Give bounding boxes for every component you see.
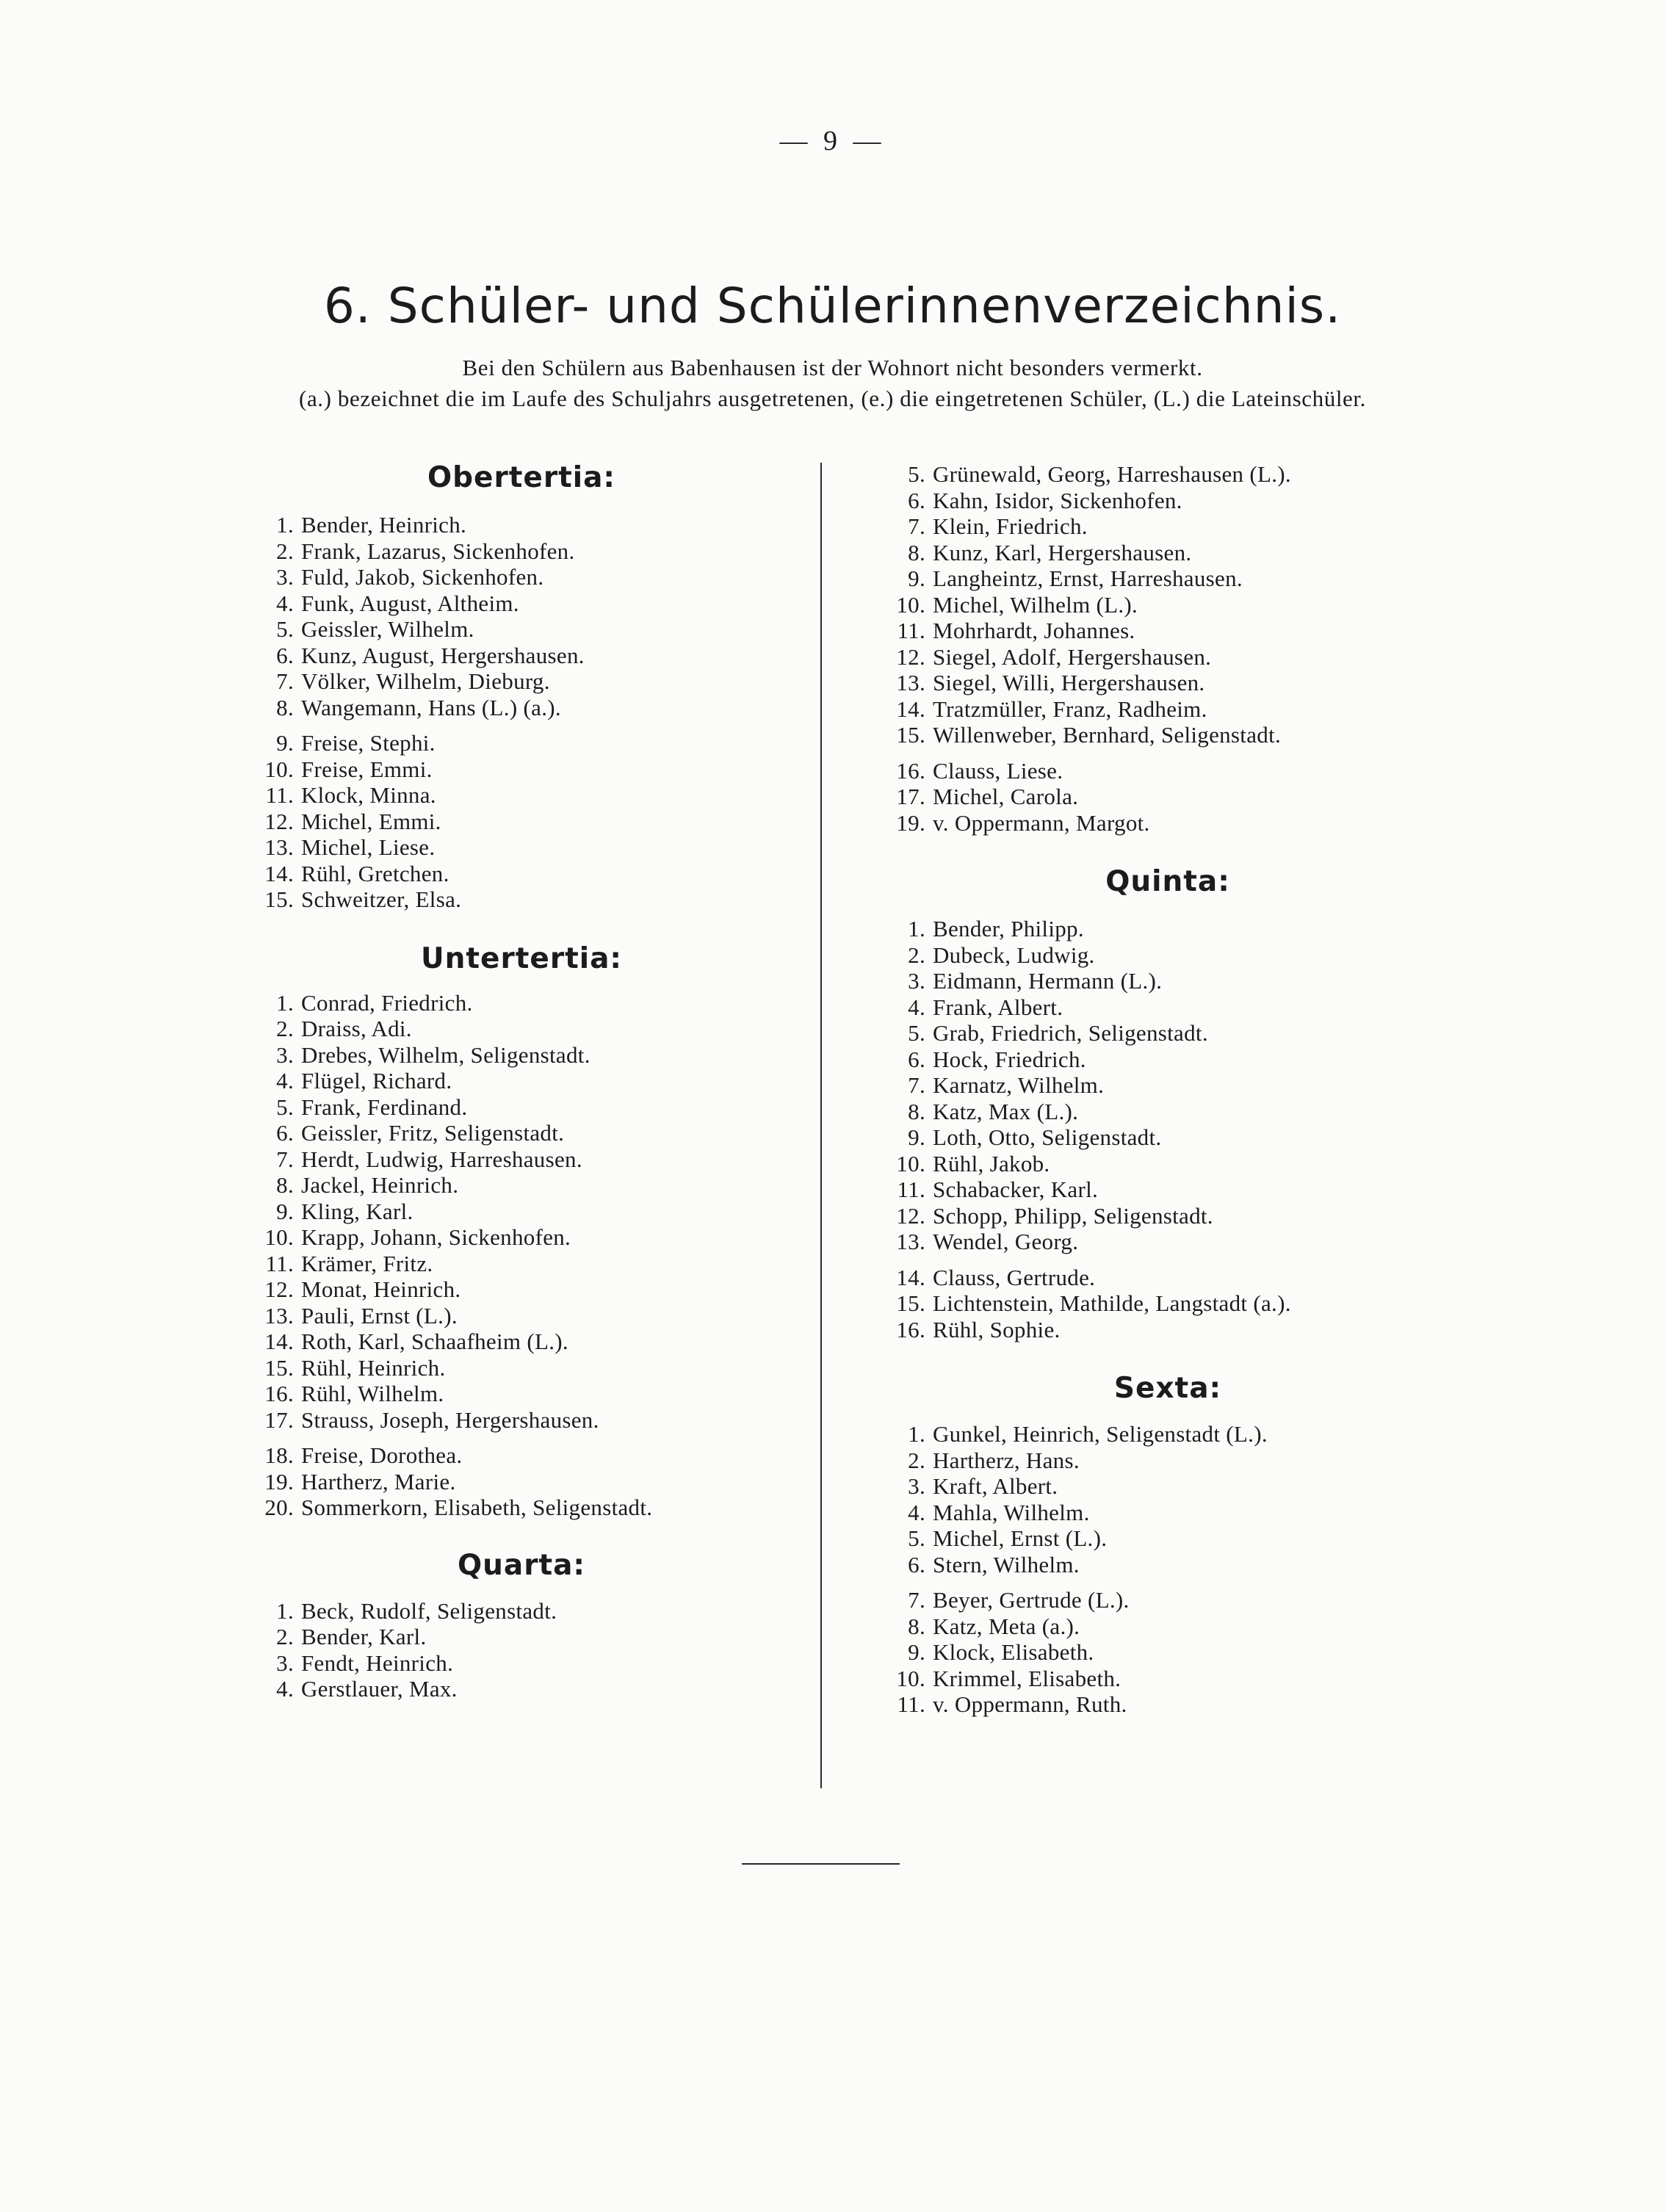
student-entry [250,512,793,538]
section-quarta-continued [881,461,1454,836]
entry-number: 17. [896,784,925,809]
student-entry [250,1676,793,1702]
section-sexta [881,1372,1454,1718]
student-entry [250,668,793,695]
student-entry [250,834,793,861]
entry-name: Michel, Liese. [301,834,436,860]
entry-number: 9. [908,1124,925,1150]
entry-name: v. Oppermann, Ruth. [933,1691,1127,1717]
entry-name: Frank, Lazarus, Sickenhofen. [301,538,575,564]
entry-name: Kunz, Karl, Hergershausen. [933,539,1192,565]
entry-number: 14. [264,1329,294,1354]
student-entry [881,916,1454,942]
entry-number: 10. [896,591,925,618]
entry-name: Hock, Friedrich. [933,1046,1086,1072]
entry-name: Fendt, Heinrich. [301,1649,454,1676]
entry-name: Drebes, Wilhelm, Seligenstadt. [301,1041,590,1068]
end-rule [742,1863,900,1865]
student-entry [250,1146,793,1173]
entry-number: 6. [908,1551,925,1577]
entry-number: 2. [276,1624,294,1649]
student-entry [250,616,793,643]
student-entry [881,1473,1454,1500]
entry-name: Monat, Heinrich. [301,1276,461,1302]
entry-name: Rühl, Heinrich. [301,1354,446,1381]
student-entry [250,1016,793,1042]
student-entry [881,1447,1454,1474]
student-list [881,1421,1454,1718]
entry-name: Grab, Friedrich, Seligenstadt. [933,1020,1208,1046]
student-entry [250,643,793,669]
entry-number: 5. [908,1020,925,1046]
entry-number: 9. [276,1198,294,1224]
entry-number: 13. [264,1302,294,1329]
entry-number: 13. [896,1229,925,1254]
entry-name: Eidmann, Hermann (L.). [933,968,1163,994]
entry-number: 1. [276,1597,294,1624]
student-entry [881,968,1454,994]
student-entry [881,1317,1454,1343]
student-entry [250,809,793,835]
student-list [250,1598,793,1702]
left-column [250,461,793,1702]
entry-name: Jackel, Heinrich. [301,1172,459,1198]
entry-number: 4. [276,590,294,616]
entry-number: 14. [896,1264,925,1290]
student-entry [881,1177,1454,1203]
entry-number: 4. [908,994,925,1020]
entry-number: 10. [896,1665,925,1691]
entry-number: 16. [896,1316,925,1342]
student-entry [881,1666,1454,1692]
student-entry [250,1224,793,1251]
entry-number: 6. [276,1120,294,1146]
entry-number: 8. [908,1098,925,1124]
entry-name: v. Oppermann, Margot. [933,809,1150,836]
student-entry [881,1124,1454,1151]
entry-number: 6. [908,1046,925,1072]
student-entry [881,810,1454,836]
student-entry [250,1624,793,1650]
entry-name: Clauss, Gertrude. [933,1264,1096,1290]
entry-number: 8. [908,1613,925,1639]
student-entry [881,994,1454,1021]
section-heading: Quinta: [1105,865,1230,898]
entry-name: Fuld, Jakob, Sickenhofen. [301,564,544,590]
student-list [250,990,793,1521]
entry-number: 4. [908,1499,925,1525]
entry-number: 13. [264,834,294,860]
entry-number: 4. [276,1676,294,1702]
entry-number: 19. [896,809,925,836]
student-entry [881,670,1454,696]
student-entry [881,696,1454,723]
student-entry [881,1691,1454,1718]
entry-number: 8. [276,694,294,720]
section-heading: Untertertia: [420,941,622,975]
entry-name: Freise, Emmi. [301,756,433,782]
student-entry [250,886,793,913]
entry-number: 6. [276,642,294,668]
entry-number: 7. [908,1072,925,1098]
student-entry [250,1094,793,1121]
student-entry [881,784,1454,810]
entry-name: Frank, Albert. [933,994,1063,1020]
entry-number: 9. [908,1639,925,1665]
entry-name: Bender, Karl. [301,1624,427,1649]
student-entry [250,538,793,565]
student-entry [250,1381,793,1407]
right-column [881,461,1454,1718]
entry-number: 7. [908,1587,925,1613]
entry-name: Stern, Wilhelm. [933,1551,1080,1577]
entry-number: 8. [276,1172,294,1198]
entry-number: 11. [265,1250,294,1276]
entry-number: 10. [264,1224,294,1250]
entry-number: 1. [908,916,925,941]
student-entry [250,1068,793,1094]
student-entry [881,1500,1454,1526]
student-entry [250,1329,793,1355]
entry-number: 4. [276,1068,294,1094]
student-entry [881,1229,1454,1255]
entry-number: 2. [908,941,925,968]
student-entry [250,564,793,590]
entry-name: Krimmel, Elisabeth. [933,1665,1122,1691]
student-entry [881,1290,1454,1317]
entry-name: Beyer, Gertrude (L.). [933,1587,1130,1613]
entry-name: Strauss, Joseph, Hergershausen. [301,1406,599,1433]
entry-number: 7. [908,513,925,539]
entry-name: Rühl, Gretchen. [301,860,449,886]
entry-number: 9. [908,565,925,591]
entry-number: 15. [896,722,925,748]
student-entry [250,990,793,1016]
entry-name: Michel, Emmi. [301,808,441,834]
student-entry [881,461,1454,488]
student-entry [250,861,793,887]
student-entry [881,1020,1454,1047]
entry-number: 16. [264,1381,294,1406]
student-entry [250,782,793,809]
section-untertertia [250,942,793,1521]
entry-number: 15. [896,1290,925,1316]
student-entry [881,618,1454,644]
entry-name: Willenweber, Bernhard, Seligenstadt. [933,722,1282,748]
entry-name: Roth, Karl, Schaafheim (L.). [301,1329,568,1354]
student-entry [250,590,793,617]
entry-number: 11. [265,782,294,808]
entry-number: 2. [276,1016,294,1041]
entry-number: 12. [264,808,294,834]
entry-number: 18. [264,1442,294,1468]
entry-number: 6. [908,487,925,513]
entry-number: 17. [264,1406,294,1433]
entry-name: Kraft, Albert. [933,1473,1058,1499]
intro [0,353,1665,414]
entry-name: Schopp, Philipp, Seligenstadt. [933,1202,1213,1229]
entry-number: 10. [264,756,294,782]
entry-name: Siegel, Adolf, Hergershausen. [933,643,1212,670]
entry-number: 9. [276,730,294,756]
entry-name: Draiss, Adi. [301,1016,412,1041]
section-obertertia [250,461,793,913]
entry-number: 3. [908,1473,925,1499]
entry-name: Siegel, Willi, Hergershausen. [933,670,1205,695]
student-entry [881,488,1454,514]
entry-number: 3. [276,564,294,590]
entry-number: 14. [896,695,925,722]
entry-name: Rühl, Sophie. [933,1316,1061,1342]
entry-name: Dubeck, Ludwig. [933,941,1095,968]
entry-number: 1. [276,989,294,1016]
student-entry [250,1199,793,1225]
entry-name: Herdt, Ludwig, Harreshausen. [301,1146,582,1172]
section-heading: Sexta: [1113,1372,1222,1405]
student-entry [881,1047,1454,1073]
entry-name: Krämer, Fritz. [301,1250,433,1276]
entry-number: 11. [897,1177,925,1202]
entry-number: 15. [264,1354,294,1381]
student-entry [250,695,793,721]
entry-name: Karnatz, Wilhelm. [933,1072,1105,1098]
entry-name: Grünewald, Georg, Harreshausen (L.). [933,461,1291,487]
entry-name: Geissler, Fritz, Seligenstadt. [301,1120,565,1146]
student-entry [881,644,1454,671]
entry-name: Kahn, Isidor, Sickenhofen. [933,487,1182,513]
entry-number: 5. [276,1094,294,1120]
entry-name: Tratzmüller, Franz, Radheim. [933,695,1207,722]
entry-name: Pauli, Ernst (L.). [301,1302,458,1329]
student-list [250,512,793,913]
entry-number: 20. [264,1494,294,1520]
entry-number: 12. [896,643,925,670]
entry-name: Mahla, Wilhelm. [933,1499,1090,1525]
student-entry [881,1639,1454,1666]
entry-name: Bender, Philipp. [933,916,1084,941]
entry-name: Völker, Wilhelm, Dieburg. [301,668,550,694]
entry-name: Rühl, Jakob. [933,1150,1050,1177]
entry-number: 2. [276,538,294,564]
section-quinta [881,865,1454,1342]
entry-number: 8. [908,539,925,565]
entry-name: Michel, Wilhelm (L.). [933,591,1138,618]
student-entry [881,758,1454,784]
student-entry [250,756,793,783]
entry-name: Flügel, Richard. [301,1068,452,1094]
student-entry [250,1598,793,1624]
entry-name: Wendel, Georg. [933,1229,1079,1254]
entry-name: Schabacker, Karl. [933,1177,1099,1202]
entry-name: Wangemann, Hans (L.) (a.). [301,694,561,720]
entry-name: Conrad, Friedrich. [301,989,473,1016]
entry-number: 15. [264,886,294,912]
student-entry [250,1442,793,1469]
intro-legend: (a.) bezeichnet die im Laufe des Schuljahrs ausgetretenen, (e.) die eingetretenen Schüler, (L.) die Lateinschüler. [299,386,1366,411]
entry-name: Sommerkorn, Elisabeth, Seligenstadt. [301,1494,653,1520]
entry-number: 14. [264,860,294,886]
student-entry [881,1587,1454,1613]
student-entry [881,513,1454,540]
entry-number: 11. [897,1691,925,1717]
entry-name: Loth, Otto, Seligenstadt. [933,1124,1162,1150]
entry-number: 19. [264,1468,294,1494]
entry-name: Kling, Karl. [301,1198,413,1224]
student-entry [250,730,793,756]
section-quarta-start [250,1549,793,1702]
entry-name: Clauss, Liese. [933,757,1063,784]
student-entry [250,1120,793,1146]
section-heading: Obertertia: [427,461,615,494]
student-entry [250,1650,793,1677]
entry-number: 12. [264,1276,294,1302]
page-number: — 9 — [779,126,886,156]
entry-number: 7. [276,668,294,694]
entry-number: 12. [896,1202,925,1229]
entry-number: 13. [896,670,925,695]
student-entry [250,1469,793,1495]
student-list [881,461,1454,836]
entry-name: Klock, Minna. [301,782,436,808]
entry-name: Klein, Friedrich. [933,513,1088,539]
intro-line: Bei den Schülern aus Babenhausen ist der Wohnort nicht besonders vermerkt. [462,355,1203,380]
entry-name: Bender, Heinrich. [301,512,467,538]
entry-number: 5. [908,461,925,487]
entry-name: Hartherz, Hans. [933,1447,1080,1473]
entry-name: Beck, Rudolf, Seligenstadt. [301,1597,557,1624]
entry-number: 16. [896,757,925,784]
column-divider [820,463,822,1788]
entry-name: Funk, August, Altheim. [301,590,519,616]
entry-name: Katz, Meta (a.). [933,1613,1080,1639]
entry-number: 2. [908,1447,925,1473]
student-entry [250,1276,793,1303]
entry-name: Hartherz, Marie. [301,1468,456,1494]
section-heading: Quarta: [457,1548,586,1582]
student-entry [881,592,1454,618]
entry-number: 3. [276,1649,294,1676]
student-entry [250,1355,793,1381]
student-entry [881,1613,1454,1640]
student-entry [881,722,1454,748]
student-entry [250,1494,793,1521]
entry-name: Freise, Stephi. [301,730,436,756]
entry-number: 3. [908,968,925,994]
entry-name: Gunkel, Heinrich, Seligenstadt (L.). [933,1421,1268,1447]
entry-number: 1. [908,1421,925,1447]
page-title: 6. Schüler- und Schülerinnenverzeichnis. [323,278,1342,334]
entry-name: Michel, Carola. [933,784,1079,809]
entry-number: 3. [276,1041,294,1068]
entry-name: Geissler, Wilhelm. [301,616,474,642]
entry-number: 1. [276,512,294,538]
student-entry [881,540,1454,566]
student-entry [881,1265,1454,1291]
entry-name: Kunz, August, Hergershausen. [301,642,585,668]
entry-number: 5. [276,616,294,642]
student-entry [881,1203,1454,1229]
student-entry [881,1525,1454,1552]
student-entry [250,1407,793,1434]
student-entry [250,1172,793,1199]
entry-name: Freise, Dorothea. [301,1442,463,1468]
entry-number: 10. [896,1150,925,1177]
entry-name: Lichtenstein, Mathilde, Langstadt (a.). [933,1290,1291,1316]
entry-name: Michel, Ernst (L.). [933,1525,1108,1551]
entry-name: Schweitzer, Elsa. [301,886,462,912]
entry-number: 11. [897,618,925,643]
entry-number: 7. [276,1146,294,1172]
student-list [881,916,1454,1342]
student-entry [881,1552,1454,1578]
entry-name: Gerstlauer, Max. [301,1676,458,1702]
student-entry [881,942,1454,969]
entry-name: Mohrhardt, Johannes. [933,618,1135,643]
student-entry [881,565,1454,592]
entry-name: Krapp, Johann, Sickenhofen. [301,1224,571,1250]
entry-number: 5. [908,1525,925,1551]
entry-name: Klock, Elisabeth. [933,1639,1094,1665]
student-entry [250,1251,793,1277]
entry-name: Katz, Max (L.). [933,1098,1079,1124]
student-entry [881,1099,1454,1125]
student-entry [250,1042,793,1069]
student-entry [881,1151,1454,1177]
student-entry [881,1421,1454,1447]
student-entry [881,1072,1454,1099]
entry-name: Langheintz, Ernst, Harreshausen. [933,565,1243,591]
student-entry [250,1303,793,1329]
entry-name: Frank, Ferdinand. [301,1094,468,1120]
entry-name: Rühl, Wilhelm. [301,1381,444,1406]
